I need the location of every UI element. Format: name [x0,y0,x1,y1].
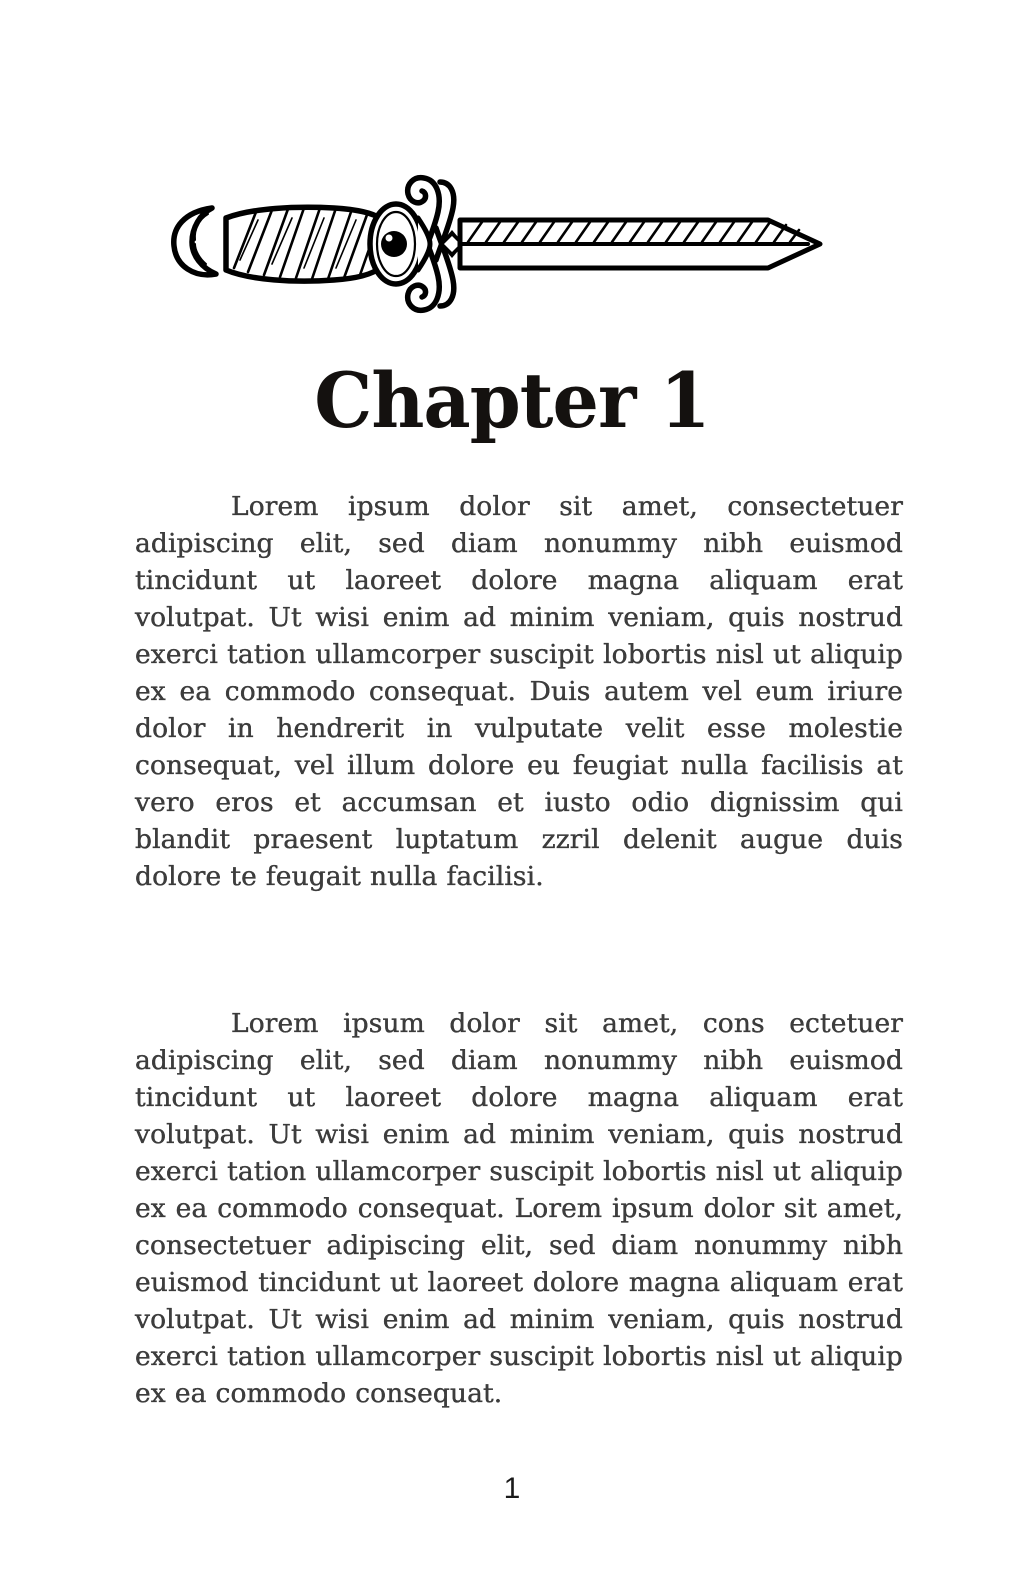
body-text-column [135,488,903,1412]
body-paragraph-1: Lorem ipsum dolor sit amet, consectetuer adipiscing elit, sed diam nonummy nibh euismod tincidunt ut laoreet dolore magna aliquam erat volutpat. Ut wisi enim ad minim veniam, quis nostrud exerci tation ullamcorper suscipit lobortis nisl ut aliquip ex ea commodo consequat. Duis autem vel eum iriure dolor in hendrerit in vulputate velit esse molestie consequat, vel illum dolore eu feugiat nulla facilisis at vero eros et accumsan et iusto odio dignissim qui blandit praesent luptatum zzril delenit augue duis dolore te feugait nulla facilisi. [135,491,903,892]
crescent-pommel-icon [174,208,216,275]
chapter-title [0,355,1024,445]
sword-icon [168,160,828,320]
page-number: 1 [503,1472,521,1505]
chapter-title-text: Chapter 1 [314,355,710,445]
sword-ornament-illustration [168,160,828,320]
gem-icon [381,231,407,257]
body-paragraph-2: Lorem ipsum dolor sit amet, cons ectetuer adipiscing elit, sed diam nonummy nibh euismod tincidunt ut laoreet dolore magna aliquam erat volutpat. Ut wisi enim ad minim veniam, quis nostrud exerci tation ullamcorper suscipit lobortis nisl ut aliquip ex ea commodo consequat. Lorem ipsum dolor sit amet, consectetuer adipiscing elit, sed diam nonummy nibh euismod tincidunt ut laoreet dolore magna aliquam erat volutpat. Ut wisi enim ad minim veniam, quis nostrud exerci tation ullamcorper suscipit lobortis nisl ut aliquip ex ea commodo consequat. [135,1008,903,1409]
paragraph-spacer [135,895,903,1005]
